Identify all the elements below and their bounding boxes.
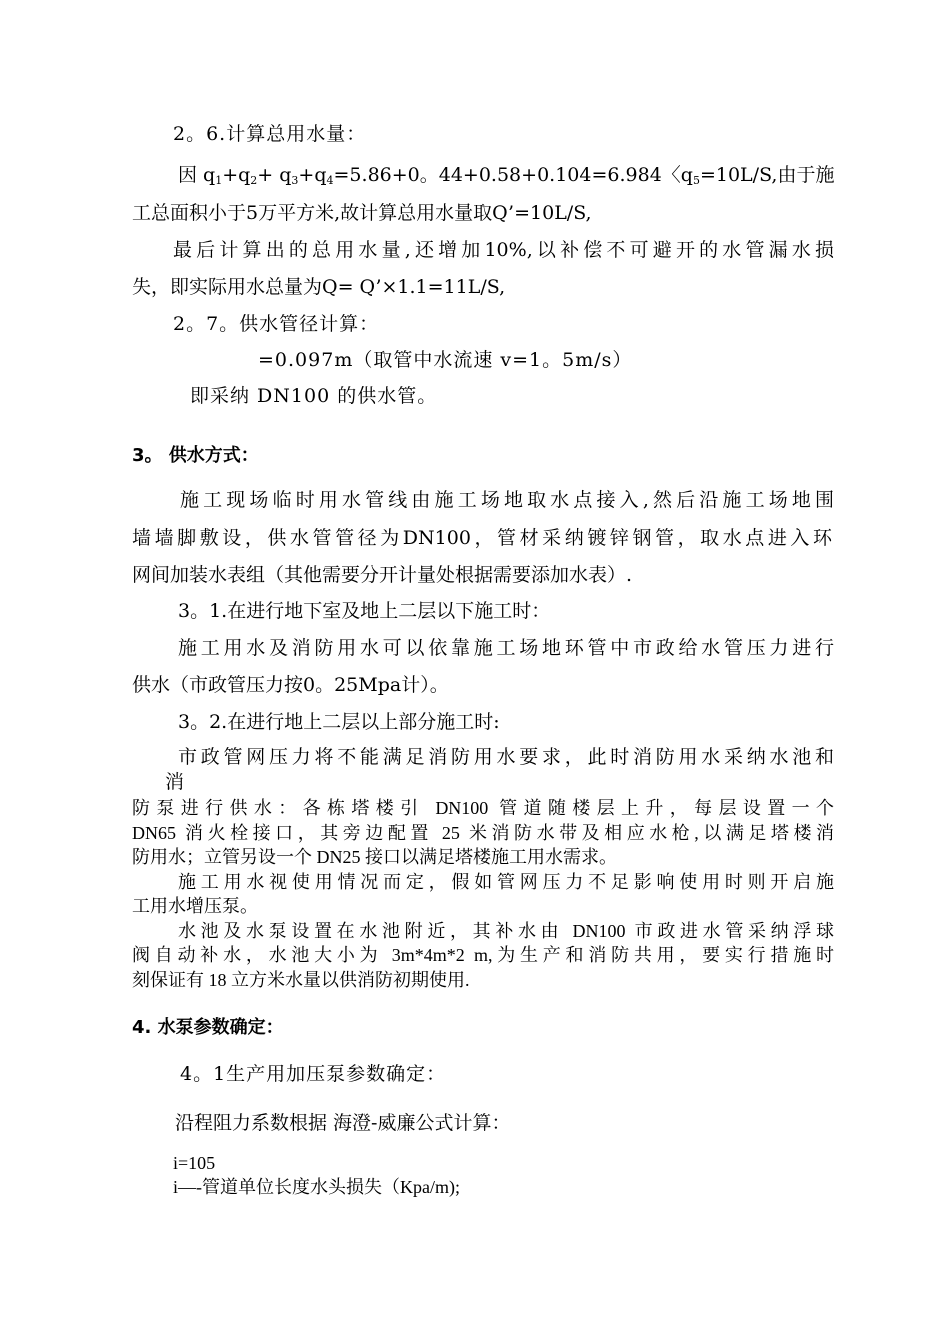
section-2-6-line-4: 失，即实际用水总量为Q= Q’×1.1=11L/S, — [132, 276, 506, 298]
section-3-1-line-2: 供水（市政管压力按0。25Mpa计）。 — [132, 674, 449, 696]
section-3-1-line-1: 施工用水及消防用水可以依靠施工场地环管中市政给水管压力进行 — [178, 637, 834, 659]
section-2-6-line-3: 最后计算出的总用水量,还增加10%,以补偿不可避开的水管漏水损 — [173, 239, 834, 261]
section-4-1-heading: 4。1生产用加压泵参数确定： — [180, 1063, 447, 1085]
section-3-2-line-8: 水池及水泵设置在水池附近，其补水由 DN100 市政进水管采纳浮球 — [178, 921, 834, 941]
section-3-2-line-10: 刻保证有 18 立方米水量以供消防初期使用. — [132, 970, 470, 990]
pipe-conclusion: 即采纳 DN100 的供水管。 — [190, 385, 438, 407]
section-2-6-line-1: 因 $q_1+q_2+ q_3+q_4=5.86+0$。44+0.58+0.104=6.984〈$q_5=10L/S$,由于施 — [178, 164, 835, 187]
section-3-para-line-3: 网间加装水表组（其他需要分开计量处根据需要添加水表）. — [132, 564, 633, 586]
section-3-heading: 3。 供水方式： — [132, 445, 259, 466]
section-3-2-line-3: 防泵进行供水：各栋塔楼引 DN100 管道随楼层上升，每层设置一个 — [132, 798, 834, 818]
section-4-heading: 4. 水泵参数确定： — [132, 1017, 284, 1038]
i-definition: i—-管道单位长度水头损失（Kpa/m); — [173, 1177, 460, 1197]
section-3-2-line-5: 防用水；立管另设一个 DN25 接口以满足塔楼施工用水需求。 — [132, 847, 617, 867]
section-3-2-line-1: 市政管网压力将不能满足消防用水要求，此时消防用水采纳水池和 — [178, 746, 834, 768]
section-2-6-line-2: 工总面积小于5万平方米,故计算总用水量取Q’=10L/S, — [132, 202, 592, 224]
section-3-2-line-9: 阀自动补水，水池大小为 3m*4m*2 m,为生产和消防共用，要实行措施时 — [132, 945, 834, 965]
section-2-7-heading: 2。7。供水管径计算： — [173, 313, 380, 335]
i-value: i=105 — [173, 1153, 216, 1173]
section-3-2-line-2: 消 — [165, 771, 185, 793]
section-3-para-line-2: 墙墙脚敷设，供水管管径为DN100，管材采纳镀锌钢管，取水点进入环 — [132, 527, 832, 549]
section-3-2-line-4: DN65 消火栓接口，其旁边配置 25 米消防水带及相应水枪,以满足塔楼消 — [132, 823, 834, 843]
section-3-2-heading: 3。2.在进行地上二层以上部分施工时: — [178, 711, 500, 733]
friction-formula-text: 沿程阻力系数根据 海澄-威廉公式计算： — [175, 1112, 511, 1134]
section-3-1-heading: 3。1.在进行地下室及地上二层以下施工时： — [178, 600, 551, 622]
pipe-diameter-formula: =0.097m（取管中水流速 v=1。5m/s） — [258, 349, 633, 371]
section-3-2-line-6: 施工用水视使用情况而定，假如管网压力不足影响使用时则开启施 — [178, 872, 834, 892]
section-3-2-line-7: 工用水增压泵。 — [132, 896, 258, 916]
section-2-6-heading: 2。6.计算总用水量： — [173, 123, 367, 145]
section-3-para-line-1: 施工现场临时用水管线由施工场地取水点接入,然后沿施工场地围 — [180, 489, 834, 511]
